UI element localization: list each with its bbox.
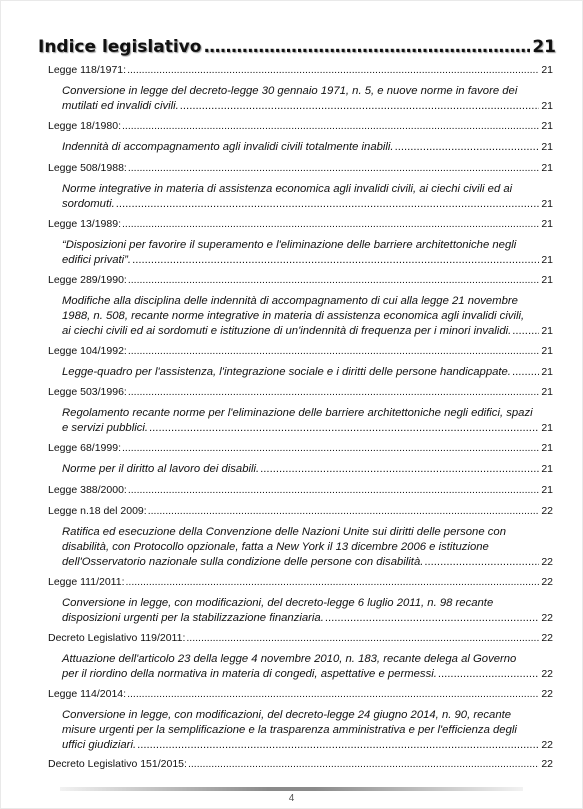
toc-description-line [62, 182, 553, 197]
toc-entry-label: Decreto Legislativo 119/2011: [48, 632, 186, 644]
toc-entry[interactable] [48, 64, 553, 77]
toc-entry-dot-leader [128, 274, 539, 287]
toc-entry-dot-leader [122, 218, 539, 231]
toc-entry-page: 22 [541, 505, 553, 517]
section-heading-title: Indice legislativo [38, 37, 202, 57]
toc-description-text: ai ciechi civili ed ai sordomuti e istituzione di un'indennità di frequenza per i minori invalidi. [62, 325, 512, 337]
toc-description-dot-leader [137, 738, 539, 753]
toc-description-page: 22 [541, 739, 553, 751]
toc-entry-dot-leader [128, 162, 539, 175]
toc-entry[interactable] [48, 120, 553, 133]
toc-description-text: Legge-quadro per l'assistenza, l'integrazione sociale e i diritti delle persone handicappate. [62, 366, 511, 378]
toc-description-dot-leader [424, 555, 539, 570]
toc-description-last-line[interactable] [62, 555, 553, 570]
toc-description-line [62, 540, 553, 555]
toc-description-line [62, 525, 553, 540]
toc-description-text: Attuazione dell'articolo 23 della legge 4 novembre 2010, n. 183, recante delega al Governo [62, 653, 517, 665]
toc-entry-page: 22 [541, 632, 553, 644]
toc-entry-label: Legge 388/2000: [48, 484, 127, 496]
toc-description-last-line[interactable] [62, 462, 553, 477]
toc-description-dot-leader [512, 365, 539, 380]
toc-description-text: Conversione in legge del decreto-legge 30 gennaio 1971, n. 5, e nuove norme in favore dei [62, 85, 518, 97]
toc-entry-page: 21 [541, 120, 553, 132]
toc-entry-dot-leader [128, 345, 539, 358]
toc-description-text: Conversione in legge, con modificazioni, del decreto-legge 6 luglio 2011, n. 98 recante [62, 597, 494, 609]
toc-description-line [62, 406, 553, 421]
toc-description-page: 21 [541, 198, 553, 210]
toc-description-text: misure urgenti per la semplificazione e la trasparenza amministrativa e per l'efficienza degli [62, 724, 517, 736]
toc-description-text: 1988, n. 508, recante norme integrative in materia di assistenza economica agli invalidi civili, [62, 310, 525, 322]
toc-entry-page: 21 [541, 345, 553, 357]
toc-entry-label: Legge 18/1980: [48, 120, 121, 132]
toc-entry-page: 21 [541, 64, 553, 76]
toc-description-text: uffici giudiziari. [62, 739, 137, 751]
toc-entry-label: Legge 104/1992: [48, 345, 127, 357]
toc-description-last-line[interactable] [62, 253, 553, 268]
toc-description-last-line[interactable] [62, 421, 553, 436]
toc-entry-dot-leader [128, 484, 539, 497]
toc-description-page: 21 [541, 463, 553, 475]
toc-description-text: dell'Osservatorio nazionale sulla condizione delle persone con disabilità. [62, 556, 424, 568]
toc-entry-page: 22 [541, 576, 553, 588]
toc-description-page: 22 [541, 556, 553, 568]
toc-entry[interactable] [48, 632, 553, 645]
toc-entry-label: Legge 13/1989: [48, 218, 121, 230]
toc-entry-label: Legge 503/1996: [48, 386, 127, 398]
toc-entry[interactable] [48, 505, 553, 518]
page-number: 4 [288, 793, 295, 804]
toc-description-last-line[interactable] [62, 611, 553, 626]
toc-description-text: “Disposizioni per favorire il superamento e l'eliminazione delle barriere architettoniche negli [62, 239, 517, 251]
toc-entry-label: Legge 118/1971: [48, 64, 127, 76]
toc-description-text: disabilità, con Protocollo opzionale, fatta a New York il 13 dicembre 2006 e istituzione [62, 541, 489, 553]
toc-entry-label: Decreto Legislativo 151/2015: [48, 758, 187, 770]
toc-description-text: e servizi pubblici. [62, 422, 149, 434]
toc-entry[interactable] [48, 162, 553, 175]
toc-entry[interactable] [48, 576, 553, 589]
toc-entry-dot-leader [186, 632, 539, 645]
toc-description-line [62, 309, 553, 324]
toc-description-text: disposizioni urgenti per la stabilizzazione finanziaria. [62, 612, 324, 624]
footer-divider [60, 787, 523, 791]
toc-entry-dot-leader [148, 505, 540, 518]
toc-entry[interactable] [48, 442, 553, 455]
toc-description-text: edifici privati”. [62, 254, 132, 266]
toc-description-last-line[interactable] [62, 365, 553, 380]
toc-entry[interactable] [48, 345, 553, 358]
toc-description-text: Conversione in legge, con modificazioni, del decreto-legge 24 giugno 2014, n. 90, recante [62, 709, 512, 721]
toc-description-line [62, 652, 553, 667]
toc-entry-dot-leader [127, 688, 539, 701]
toc-entry-page: 21 [541, 386, 553, 398]
toc-description-dot-leader [132, 253, 539, 268]
toc-description-dot-leader [180, 99, 540, 114]
toc-entry-label: Legge 289/1990: [48, 274, 127, 286]
toc-description-text: Modifiche alla disciplina delle indennità di accompagnamento di cui alla legge 21 novembre [62, 295, 518, 307]
toc-entry-page: 21 [541, 484, 553, 496]
toc-entry[interactable] [48, 274, 553, 287]
toc-entry-dot-leader [122, 442, 539, 455]
toc-entry-page: 21 [541, 274, 553, 286]
toc-entry-label: Legge n.18 del 2009: [48, 505, 147, 517]
toc-entry[interactable] [48, 758, 553, 771]
toc-description-text: per il riordino della normativa in materia di congedi, aspettative e permessi. [62, 668, 437, 680]
toc-description-page: 21 [541, 325, 553, 337]
toc-description-line [62, 238, 553, 253]
toc-description-line [62, 708, 553, 723]
toc-description-dot-leader [438, 667, 539, 682]
toc-description-last-line[interactable] [62, 738, 553, 753]
toc-description-page: 21 [541, 366, 553, 378]
toc-entry[interactable] [48, 386, 553, 399]
toc-description-page: 21 [541, 100, 553, 112]
toc-entry-dot-leader [188, 758, 539, 771]
toc-entry-page: 22 [541, 688, 553, 700]
toc-description-last-line[interactable] [62, 197, 553, 212]
toc-description-dot-leader [260, 462, 539, 477]
toc-description-text: Indennità di accompagnamento agli invalidi civili totalmente inabili. [62, 141, 394, 153]
toc-description-text: mutilati ed invalidi civili. [62, 100, 179, 112]
toc-description-text: sordomuti. [62, 198, 115, 210]
toc-description-last-line[interactable] [62, 324, 553, 339]
toc-entry-label: Legge 68/1999: [48, 442, 121, 454]
toc-description-line [62, 84, 553, 99]
toc-description-page: 21 [541, 254, 553, 266]
toc-entry-label: Legge 114/2014: [48, 688, 127, 700]
toc-description-text: Ratifica ed esecuzione della Convenzione delle Nazioni Unite sui diritti delle persone con [62, 526, 506, 538]
toc-description-line [62, 294, 553, 309]
toc-entry-page: 21 [541, 218, 553, 230]
toc-description-dot-leader [149, 421, 539, 436]
toc-description-dot-leader [116, 197, 540, 212]
toc-entry-label: Legge 111/2011: [48, 576, 125, 588]
toc-description-dot-leader [512, 324, 539, 339]
toc-entry-dot-leader [127, 64, 539, 77]
toc-entry[interactable] [48, 484, 553, 497]
toc-entry[interactable] [48, 218, 553, 231]
toc-entry-label: Legge 508/1988: [48, 162, 127, 174]
toc-description-last-line[interactable] [62, 667, 553, 682]
toc-entry-dot-leader [128, 386, 539, 399]
toc-entry-dot-leader [122, 120, 539, 133]
toc-description-last-line[interactable] [62, 140, 553, 155]
toc-entry[interactable] [48, 688, 553, 701]
toc-entry-page: 21 [541, 442, 553, 454]
toc-description-dot-leader [395, 140, 540, 155]
toc-entry-page: 21 [541, 162, 553, 174]
toc-entry-page: 22 [541, 758, 553, 770]
toc-description-line [62, 596, 553, 611]
toc-description-line [62, 723, 553, 738]
toc-description-page: 22 [541, 612, 553, 624]
toc-description-last-line[interactable] [62, 99, 553, 114]
toc-description-text: Regolamento recante norme per l'eliminazione delle barriere architettoniche negli edifici, spazi [62, 407, 533, 419]
toc-description-text: Norme per il diritto al lavoro dei disabili. [62, 463, 260, 475]
toc-description-text: Norme integrative in materia di assistenza economica agli invalidi civili, ai ciechi civili ed ai [62, 183, 513, 195]
section-heading-page: 21 [532, 37, 556, 57]
toc-entry-dot-leader [126, 576, 540, 589]
toc-description-page: 22 [541, 668, 553, 680]
toc-description-page: 21 [541, 141, 553, 153]
toc-description-dot-leader [325, 611, 539, 626]
toc-description-page: 21 [541, 422, 553, 434]
